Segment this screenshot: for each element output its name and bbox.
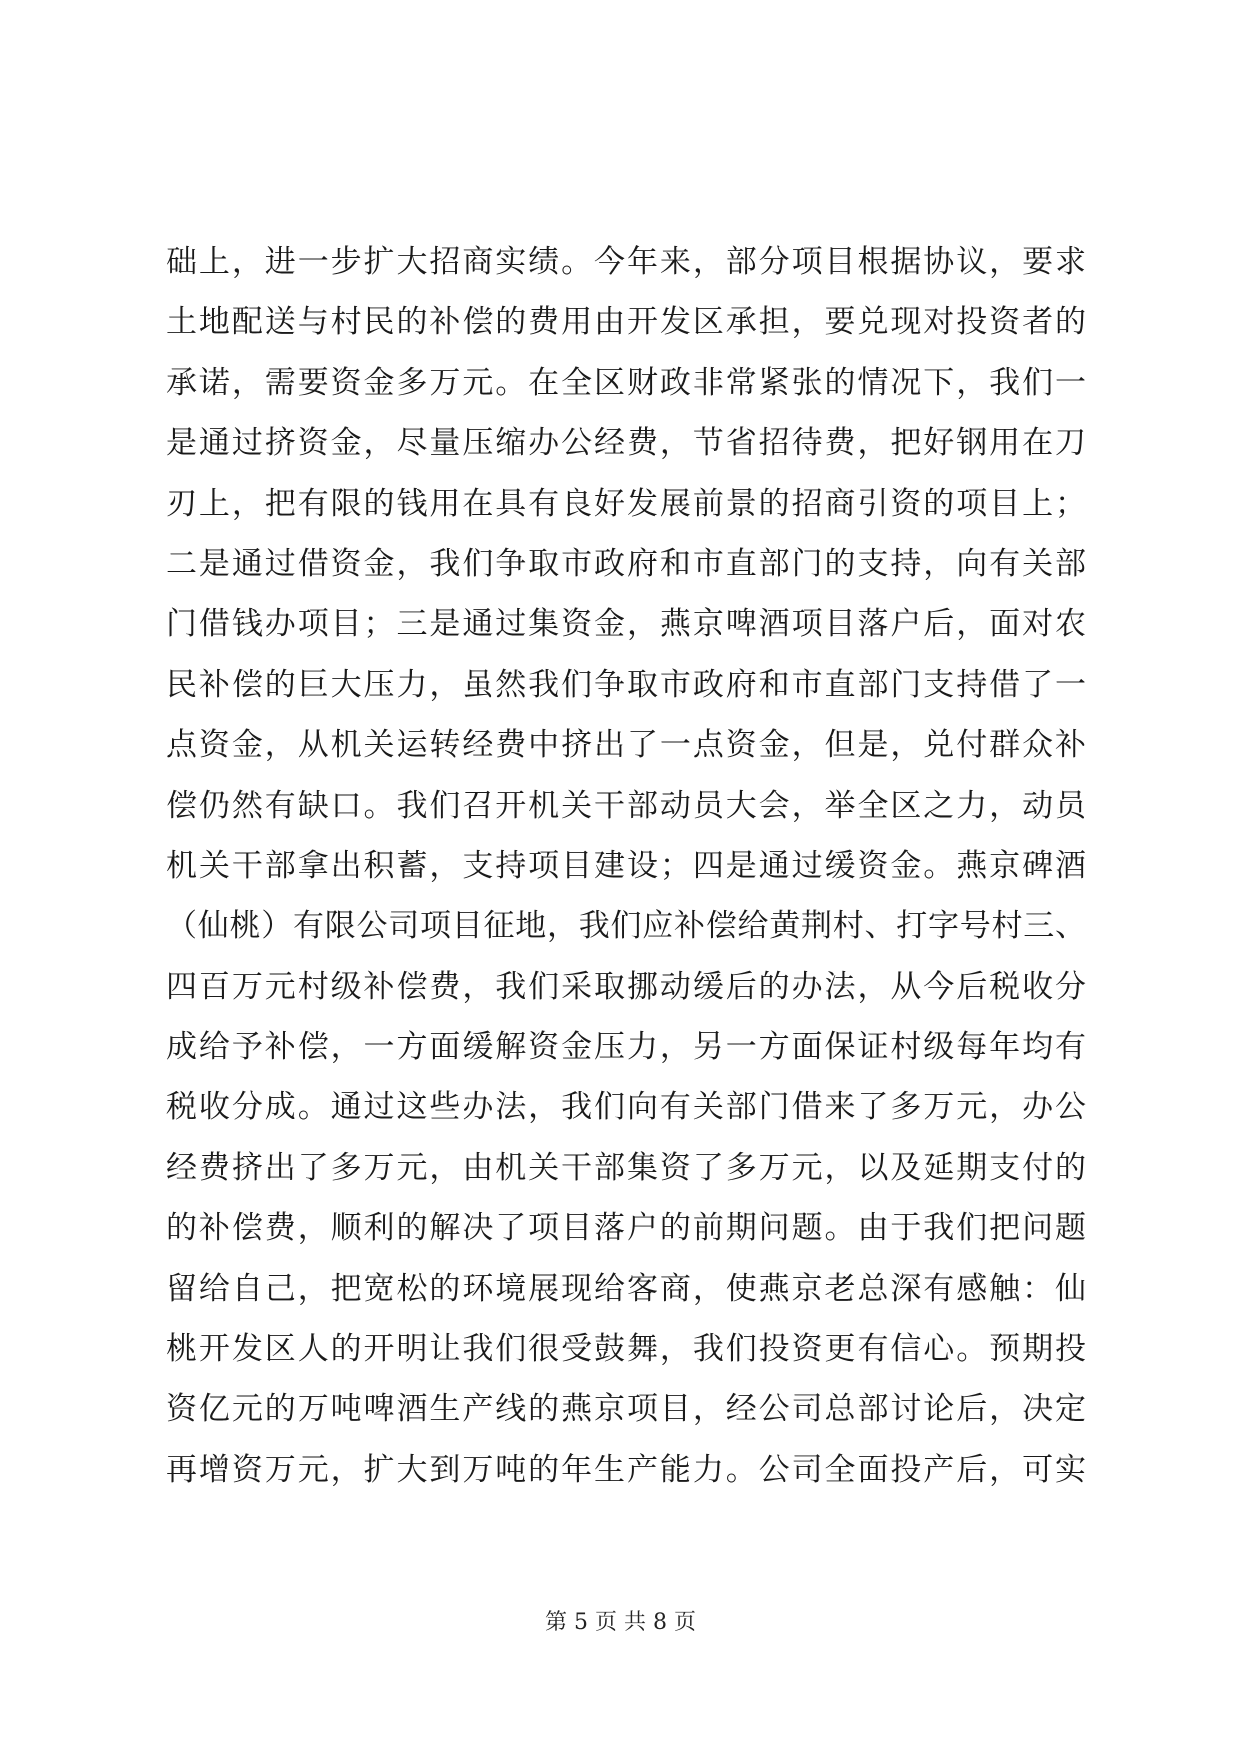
text-line: 机关干部拿出积蓄，支持项目建设；四是通过缓资金。燕京碑酒 xyxy=(166,847,1086,884)
text-line: （仙桃）有限公司项目征地，我们应补偿给黄荆村、打字号村三、 xyxy=(166,908,1086,945)
text-line: 点资金，从机关运转经费中挤出了一点资金，但是，兑付群众补 xyxy=(166,727,1086,764)
text-line: 承诺，需要资金多万元。在全区财政非常紧张的情况下，我们一 xyxy=(166,364,1086,401)
text-line: 再增资万元，扩大到万吨的年生产能力。公司全面投产后，可实 xyxy=(166,1451,1086,1488)
text-line: 土地配送与村民的补偿的费用由开发区承担，要兑现对投资者的 xyxy=(166,304,1086,341)
text-line: 留给自己，把宽松的环境展现给客商，使燕京老总深有感触：仙 xyxy=(166,1270,1086,1307)
text-line: 经费挤出了多万元，由机关干部集资了多万元，以及延期支付的 xyxy=(166,1149,1086,1186)
text-line: 偿仍然有缺口。我们召开机关干部动员大会，举全区之力，动员 xyxy=(166,787,1086,824)
text-line: 桃开发区人的开明让我们很受鼓舞，我们投资更有信心。预期投 xyxy=(166,1331,1086,1368)
text-line: 民补偿的巨大压力，虽然我们争取市政府和市直部门支持借了一 xyxy=(166,666,1086,703)
text-line: 二是通过借资金，我们争取市政府和市直部门的支持，向有关部 xyxy=(166,545,1086,582)
text-line: 是通过挤资金，尽量压缩办公经费，节省招待费，把好钢用在刀 xyxy=(166,425,1086,462)
text-line: 刃上，把有限的钱用在具有良好发展前景的招商引资的项目上； xyxy=(166,485,1086,522)
text-line: 资亿元的万吨啤酒生产线的燕京项目，经公司总部讨论后，决定 xyxy=(166,1391,1086,1428)
text-line: 成给予补偿，一方面缓解资金压力，另一方面保证村级每年均有 xyxy=(166,1029,1086,1066)
text-line: 四百万元村级补偿费，我们采取挪动缓后的办法，从今后税收分 xyxy=(166,968,1086,1005)
text-line: 础上，进一步扩大招商实绩。今年来，部分项目根据协议，要求 xyxy=(166,244,1086,280)
body-text xyxy=(166,232,1086,1500)
page-number-footer: 第 5 页 共 8 页 xyxy=(545,1610,696,1635)
text-line: 税收分成。通过这些办法，我们向有关部门借来了多万元，办公 xyxy=(166,1089,1086,1126)
text-line: 的补偿费，顺利的解决了项目落户的前期问题。由于我们把问题 xyxy=(166,1210,1086,1247)
text-line: 门借钱办项目；三是通过集资金，燕京啤酒项目落户后，面对农 xyxy=(166,606,1086,643)
